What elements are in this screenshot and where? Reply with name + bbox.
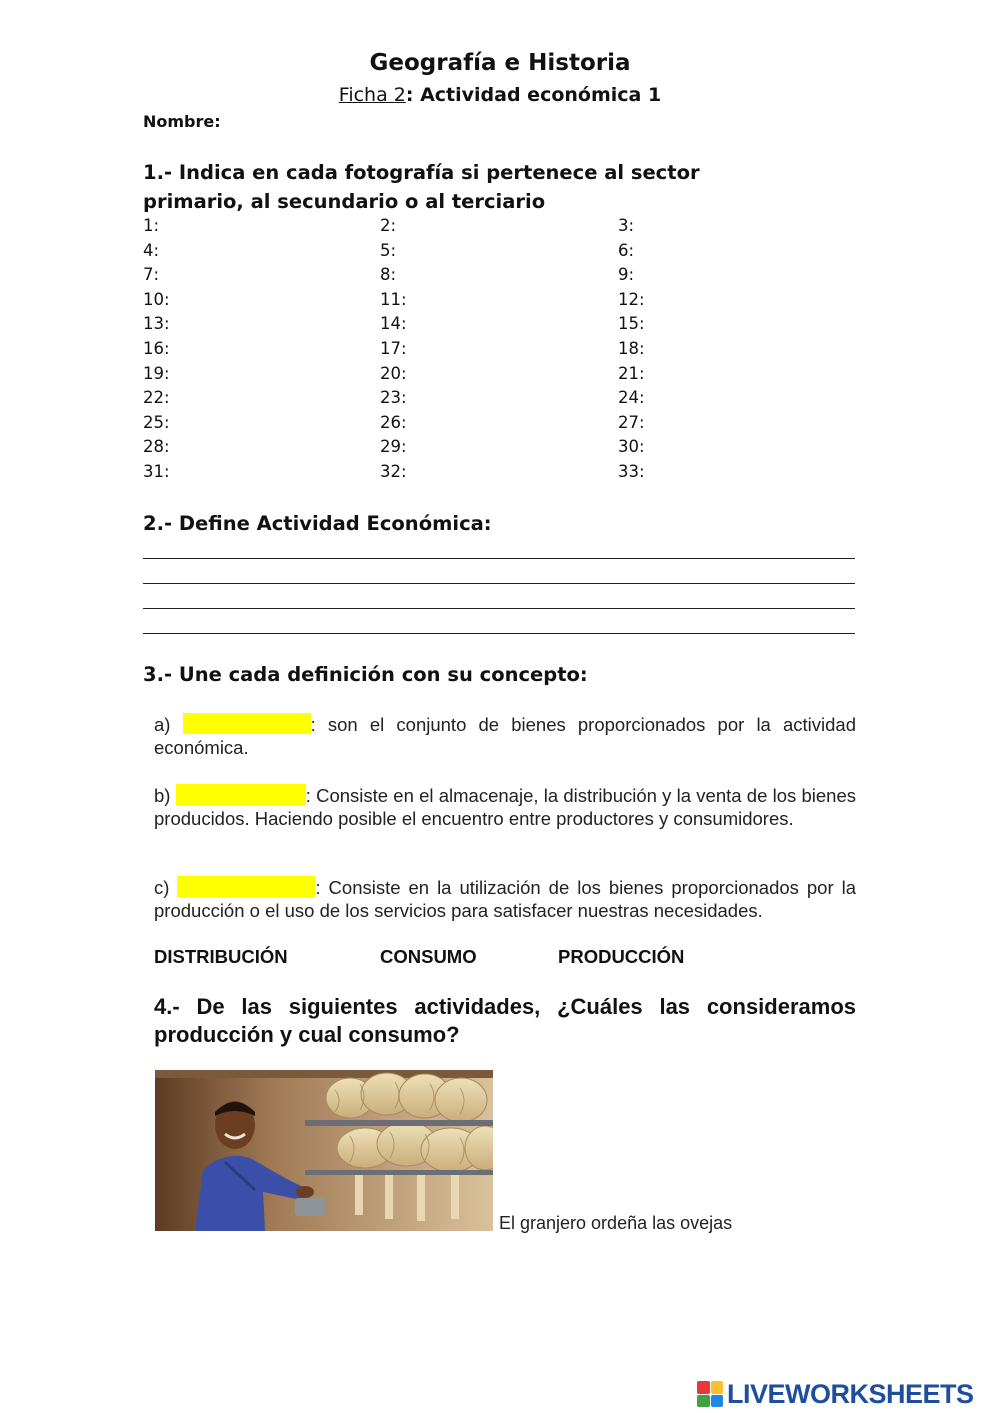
definition-letter: b) bbox=[154, 785, 171, 806]
photo-number-label: 12: bbox=[618, 289, 645, 309]
photo-number-label: 28: bbox=[143, 437, 170, 457]
page-title: Geografía e Historia bbox=[369, 50, 631, 76]
question-4-text: 4.- De las siguientes actividades, ¿Cuáles las consideramos producción y cual consumo? bbox=[154, 994, 856, 1047]
photo-number-label: 26: bbox=[380, 412, 407, 432]
photo-number-label: 16: bbox=[143, 339, 170, 358]
concept-distribucion: DISTRIBUCIÓN bbox=[154, 946, 288, 967]
photo-illustration bbox=[155, 1070, 493, 1231]
photo-number-label: 8: bbox=[380, 265, 397, 285]
photo-number-label: 25: bbox=[143, 412, 170, 432]
photo-number-label: 6: bbox=[618, 240, 635, 260]
photo-number-label: 19: bbox=[143, 363, 170, 383]
photo-number-label: 9: bbox=[618, 265, 635, 285]
photo-number-label: 29: bbox=[380, 437, 407, 457]
answer-line[interactable] bbox=[143, 608, 855, 609]
question-2-text: 2.- Define Actividad Económica: bbox=[143, 512, 492, 535]
question-3-text: 3.- Une cada definición con su concepto: bbox=[143, 663, 588, 686]
concept-produccion: PRODUCCIÓN bbox=[558, 946, 685, 967]
photo-number-label: 7: bbox=[143, 265, 160, 285]
photo-number-label: 30: bbox=[618, 437, 645, 457]
photo-number-label: 4: bbox=[143, 240, 160, 260]
liveworksheets-badge-icon bbox=[697, 1381, 723, 1407]
photo-number-label: 14: bbox=[380, 314, 407, 334]
definition-letter: c) bbox=[154, 877, 170, 898]
photo-number-label: 17: bbox=[380, 339, 407, 358]
photo-number-label: 27: bbox=[618, 412, 645, 432]
liveworksheets-logo bbox=[697, 1378, 974, 1410]
subtitle-ficha: Ficha 2 bbox=[338, 84, 406, 106]
answer-line[interactable] bbox=[143, 583, 855, 584]
definition-text: : son el conjunto de bienes proporcionados por la actividad económica. bbox=[154, 714, 856, 758]
photo-number-label: 2: bbox=[380, 216, 397, 235]
answer-line[interactable] bbox=[143, 558, 855, 559]
question-1-text: 1.- Indica en cada fotografía si pertenece al sector primario, al secundario o al terciario bbox=[143, 161, 700, 213]
photo-number-label: 15: bbox=[618, 314, 645, 334]
photo-number-label: 21: bbox=[618, 363, 645, 383]
nombre-label: Nombre: bbox=[143, 112, 221, 131]
photo-number-label: 5: bbox=[380, 240, 397, 260]
photo-number-label: 18: bbox=[618, 339, 645, 358]
answer-blank-b[interactable] bbox=[176, 784, 306, 805]
definition-text: : Consiste en la utilización de los bienes proporcionados por la producción o el uso de los servicios para satisfacer nuestras necesidades. bbox=[154, 877, 857, 921]
concept-consumo: CONSUMO bbox=[380, 946, 477, 967]
photo-number-label: 33: bbox=[618, 462, 645, 481]
page-subtitle bbox=[0, 84, 1000, 106]
photo-number-label: 13: bbox=[143, 314, 170, 334]
photo-number-label: 3: bbox=[618, 216, 635, 235]
definition-b bbox=[154, 784, 856, 830]
photo-number-label: 22: bbox=[143, 388, 170, 408]
photo-number-label: 31: bbox=[143, 462, 170, 481]
liveworksheets-logo-text: LIVEWORKSHEETS bbox=[727, 1378, 974, 1409]
answer-blank-c[interactable] bbox=[177, 876, 315, 897]
photo-number-label: 24: bbox=[618, 388, 645, 408]
photo-caption: El granjero ordeña las ovejas bbox=[499, 1213, 733, 1233]
farmer-milking-sheep-photo bbox=[155, 1070, 493, 1231]
photo-number-label: 11: bbox=[380, 289, 407, 309]
definition-text: : Consiste en el almacenaje, la distribución y la venta de los bienes producidos. Haciendo posible el encuentro entre productores y consumidores. bbox=[154, 785, 857, 829]
photo-number-label: 10: bbox=[143, 289, 170, 309]
subtitle-topic: : Actividad económica 1 bbox=[405, 84, 662, 106]
photo-number-label: 32: bbox=[380, 462, 407, 481]
definition-letter: a) bbox=[154, 714, 171, 735]
definition-a bbox=[154, 713, 856, 759]
answer-blank-a[interactable] bbox=[183, 713, 311, 734]
definition-c bbox=[154, 876, 856, 922]
answer-line[interactable] bbox=[143, 633, 855, 634]
photo-number-label: 20: bbox=[380, 363, 407, 383]
photo-number-label: 23: bbox=[380, 388, 407, 408]
photo-number-label: 1: bbox=[143, 216, 160, 235]
